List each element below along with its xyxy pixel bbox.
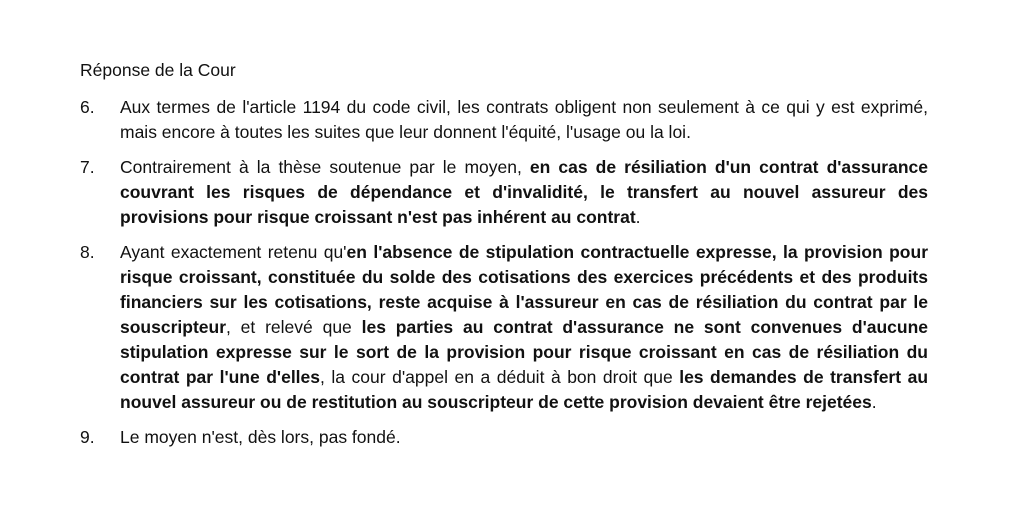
- bold-text-segment: en l'absence de stipulation contractuelle expresse, la provision pour risque croissant, constituée du solde des cotisations des exercices précédents et des produits financiers sur les cotisations, reste acquise à l'assureur en cas de résiliation du contrat par le souscripteur: [120, 242, 929, 337]
- paragraph-number: 7.: [80, 157, 95, 177]
- bold-text-segment: les demandes de transfert au nouvel assureur ou de restitution au souscripteur de cette provision devaient être rejetées: [120, 367, 929, 412]
- bold-text-segment: en cas de résiliation d'un contrat d'assurance couvrant les risques de dépendance et d'invalidité, le transfert au nouvel assureur des provisions pour risque croissant n'est pas inhérent au contrat: [120, 157, 929, 227]
- paragraph-8: [80, 240, 928, 415]
- text-segment: Le moyen n'est, dès lors, pas fondé.: [120, 427, 401, 447]
- section-heading: Réponse de la Cour: [80, 60, 236, 80]
- paragraph-number: 8.: [80, 242, 95, 262]
- text-segment: Ayant exactement retenu qu': [120, 242, 347, 262]
- paragraph-text: [120, 155, 928, 230]
- paragraph-6: [80, 95, 928, 145]
- text-segment: , la cour d'appel en a déduit à bon droit que: [320, 367, 680, 387]
- paragraph-text: [120, 240, 928, 415]
- text-segment: Aux termes de l'article 1194 du code civil, les contrats obligent non seulement à ce qui y est exprimé, mais encore à toutes les suites que leur donnent l'équité, l'usage ou la loi.: [120, 97, 928, 142]
- paragraph-number: 6.: [80, 97, 95, 117]
- text-segment: , et relevé que: [226, 317, 362, 337]
- paragraph-number: 9.: [80, 427, 95, 447]
- paragraph-9: [80, 425, 928, 450]
- paragraph-text: [120, 425, 928, 450]
- text-segment: .: [871, 392, 877, 412]
- paragraph-text: [120, 95, 928, 145]
- paragraph-7: [80, 155, 928, 230]
- text-segment: .: [635, 207, 641, 227]
- text-segment: Contrairement à la thèse soutenue par le moyen,: [120, 157, 530, 177]
- bold-text-segment: les parties au contrat d'assurance ne sont convenues d'aucune stipulation expresse sur le sort de la provision pour risque croissant en cas de résiliation du contrat par l'une d'elles: [120, 317, 928, 387]
